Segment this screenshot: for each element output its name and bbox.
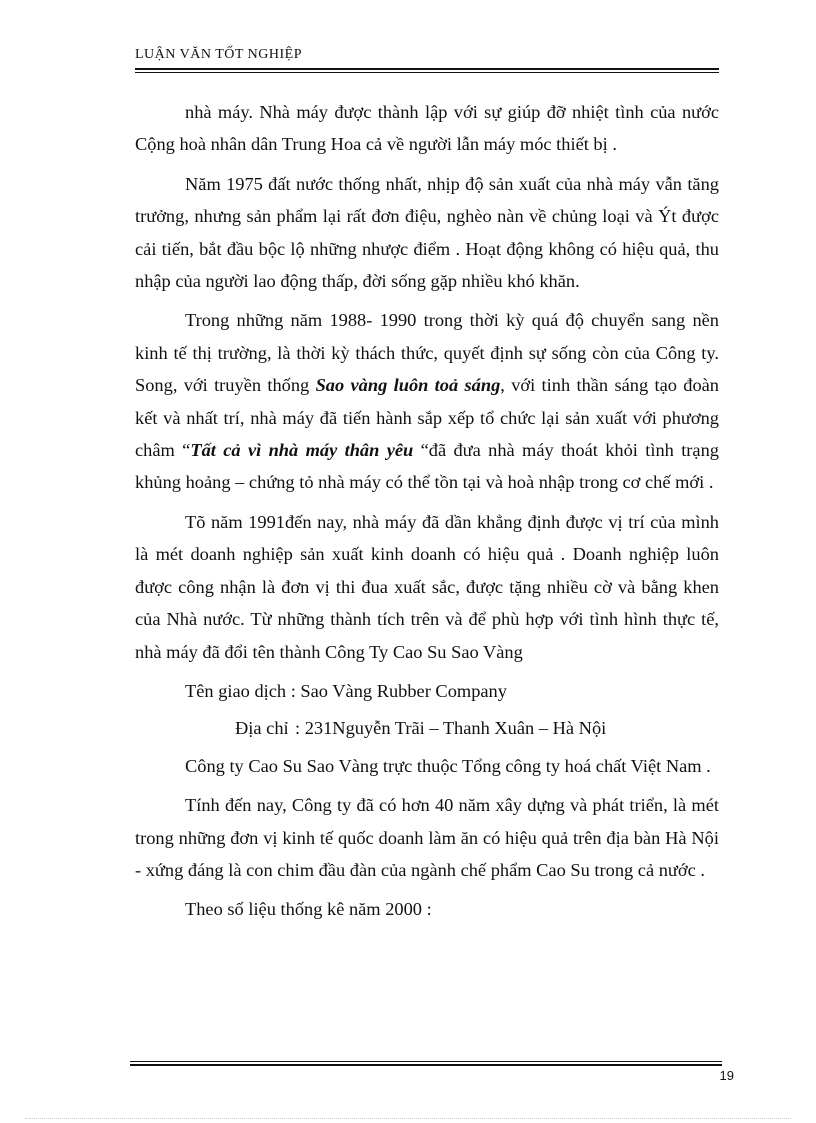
paragraph-9: Theo số liệu thống kê năm 2000 : [185, 899, 432, 920]
paragraph-3 [135, 304, 719, 498]
header-rule-thin [135, 72, 719, 73]
paragraph-7: Công ty Cao Su Sao Vàng trực thuộc Tổng công ty hoá chất Việt Nam . [185, 755, 711, 776]
address-label: Địa chỉ [235, 718, 289, 739]
paragraph-3-part-2: , với tinh thần sáng tạo đoàn kết và nhất trí, nhà máy đã tiến hành sắp xếp tổ chức lại sản xuất với phương châm “ [135, 375, 719, 461]
paragraph-3-part-1: Trong những năm 1988- 1990 trong thời kỳ quá độ chuyển sang nền kinh tế thị trường, là thời kỳ thách thức, quyết định sự sống còn của Công ty. Song, với truyền thống [135, 310, 719, 396]
paragraph-2: Năm 1975 đất nước thống nhất, nhịp độ sản xuất của nhà máy vẫn tăng trưởng, nhưng sản phẩm lại rất đơn điệu, nghèo nàn về chủng loại và Ýt được cải tiến, bắt đầu bộc lộ những nhược điểm . Hoạt động không có hiệu quả, thu nhập của người lao động thấp, đời sống gặp nhiều khó khăn. [135, 173, 719, 292]
address-value: : 231Nguyễn Trãi – Thanh Xuân – Hà Nội [295, 718, 607, 739]
address-line [135, 712, 719, 744]
running-header: LUẬN VĂN TỐT NGHIỆP [135, 47, 302, 62]
paragraph-8: Tính đến nay, Công ty đã có hơn 40 năm xây dựng và phát triển, là mét trong những đơn vị kinh tế quốc doanh làm ăn có hiệu quả trên địa bàn Hà Nội - xứng đáng là con chim đầu đàn của ngành chế phẩm Cao Su trong cả nước . [135, 795, 719, 880]
motto-nha-may: Tất cả vì nhà máy thân yêu [190, 440, 414, 461]
paragraph-3-part-3: “đã đưa nhà máy thoát khỏi tình trạng khủng hoảng – chứng tỏ nhà máy có thể tồn tại và hoà nhập trong cơ chế mới . [135, 440, 719, 493]
body-text [135, 96, 719, 933]
motto-sao-vang: Sao vàng luôn toả sáng [315, 375, 501, 396]
footer-rule-thin [130, 1061, 722, 1062]
footer-rule-thick [130, 1064, 722, 1066]
page-number: 19 [719, 1068, 734, 1083]
paragraph-4: Tõ năm 1991đến nay, nhà máy đã dần khẳng định được vị trí của mình là mét doanh nghiệp sản xuất kinh doanh có hiệu quả . Doanh nghiệp luôn được công nhận là đơn vị thi đua xuất sắc, được tặng nhiều cờ và bằng khen của Nhà nước. Từ những thành tích trên và để phù hợp với tình hình thực tế, nhà máy đã đổi tên thành Công Ty Cao Su Sao Vàng [135, 511, 719, 662]
paragraph-1: nhà máy. Nhà máy được thành lập với sự giúp đỡ nhiệt tình của nước Cộng hoà nhân dân Trung Hoa cả về người lẫn máy móc thiết bị . [135, 102, 719, 155]
header-rule-thick [135, 68, 719, 70]
trade-name-line: Tên giao dịch : Sao Vàng Rubber Company [185, 680, 507, 701]
page-edge-dotted-line [25, 1118, 791, 1119]
